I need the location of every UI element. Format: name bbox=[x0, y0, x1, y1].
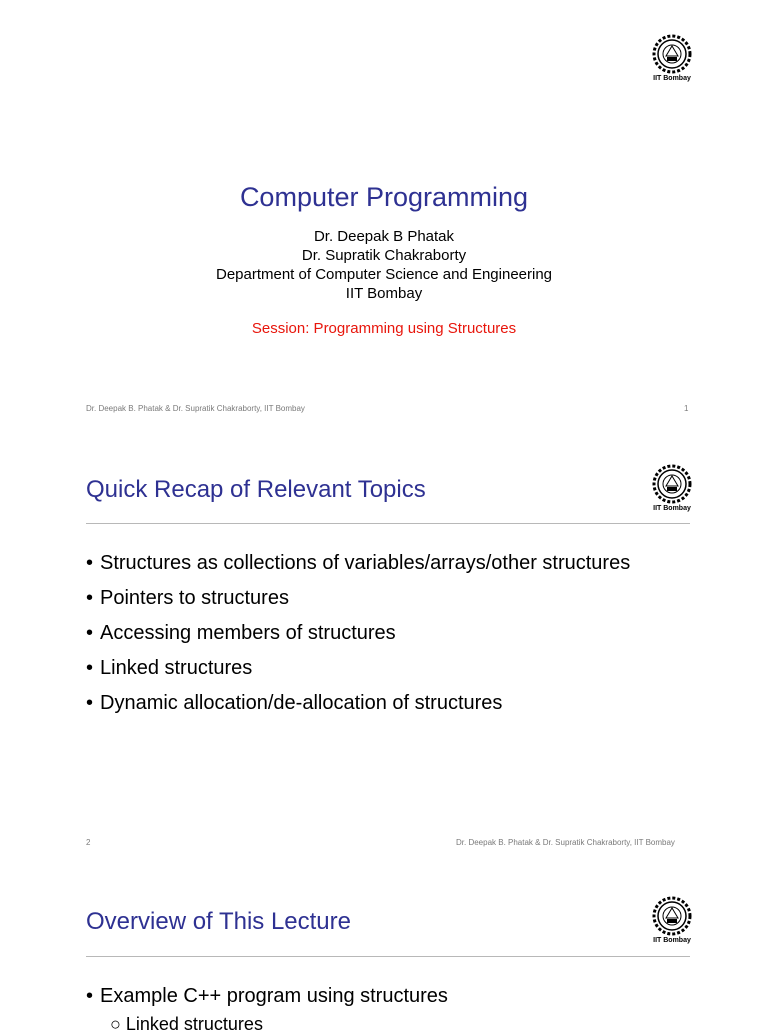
iit-bombay-emblem-icon bbox=[652, 464, 692, 504]
department-line: Department of Computer Science and Engineering bbox=[215, 266, 553, 283]
list-item: • Example C++ program using structures bbox=[86, 983, 686, 1010]
list-item: • Linked structures bbox=[86, 655, 686, 682]
sub-list-item-label: Linked structures bbox=[125, 1014, 263, 1034]
logo-caption: IIT Bombay bbox=[653, 937, 691, 944]
list-item: • Pointers to structures bbox=[86, 585, 686, 612]
logo-caption: IIT Bombay bbox=[653, 75, 691, 82]
iit-bombay-emblem-icon bbox=[652, 34, 692, 74]
sub-list-item: ○ Linked structures bbox=[110, 1014, 263, 1034]
author-line-2: Dr. Supratik Chakraborty bbox=[301, 247, 467, 264]
logo-caption: IIT Bombay bbox=[653, 505, 691, 512]
author-line-1: Dr. Deepak B Phatak bbox=[313, 228, 455, 245]
list-item: • Dynamic allocation/de-allocation of structures bbox=[86, 690, 686, 717]
iit-bombay-emblem-icon bbox=[652, 896, 692, 936]
page-number: 1 bbox=[684, 404, 689, 413]
iit-bombay-logo bbox=[644, 34, 700, 82]
list-item: • Structures as collections of variables/arrays/other structures bbox=[86, 550, 686, 577]
iit-bombay-logo bbox=[644, 464, 700, 512]
institute-line: IIT Bombay bbox=[345, 285, 423, 302]
bullet-list bbox=[86, 550, 686, 725]
footer-credit: Dr. Deepak B. Phatak & Dr. Supratik Chakraborty, IIT Bombay bbox=[456, 838, 675, 847]
title-divider bbox=[86, 523, 690, 524]
slide-2 bbox=[0, 450, 768, 860]
title-divider bbox=[86, 956, 690, 957]
bullet-list bbox=[86, 983, 686, 1018]
slide-title: Quick Recap of Relevant Topics bbox=[86, 476, 426, 503]
footer-credit: Dr. Deepak B. Phatak & Dr. Supratik Chakraborty, IIT Bombay bbox=[86, 404, 305, 413]
presentation-title: Computer Programming bbox=[239, 182, 529, 212]
slide-title: Overview of This Lecture bbox=[86, 908, 351, 935]
slide-1 bbox=[0, 0, 768, 430]
page-number: 2 bbox=[86, 838, 91, 847]
iit-bombay-logo bbox=[644, 896, 700, 944]
slide-3 bbox=[0, 880, 768, 1034]
session-title: Session: Programming using Structures bbox=[251, 320, 517, 337]
list-item: • Accessing members of structures bbox=[86, 620, 686, 647]
